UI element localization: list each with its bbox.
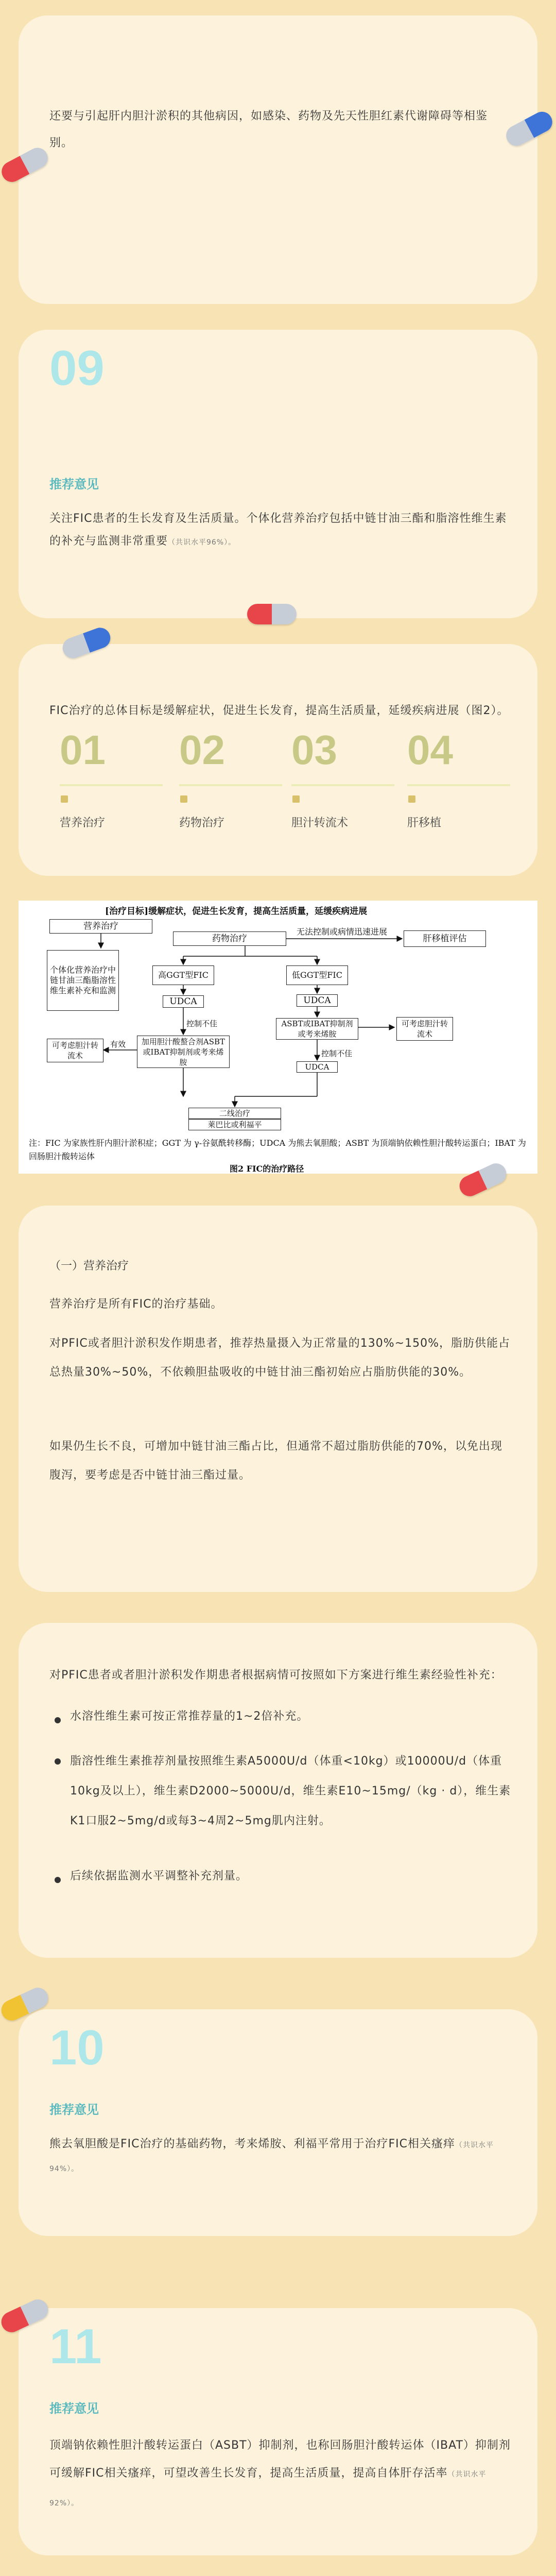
flow-transplant: 肝移植评估 (404, 930, 486, 947)
vitamin-card (19, 1623, 537, 1958)
flow-second-line-desc: 莱巴比或利福平 (188, 1119, 281, 1130)
flow-effective: 有效 (110, 1040, 126, 1049)
treatment-pathway-figure (19, 901, 537, 1174)
goal-label-drug: 药物治疗 (179, 817, 225, 829)
goal-text: FIC治疗的总体目标是缓解症状，促进生长发育，提高生活质量，延缓疾病进展（图2）。 (49, 704, 509, 717)
recommendation-10-card (19, 2009, 537, 2236)
goal-number-04: 04 (407, 727, 453, 773)
divider (60, 784, 163, 786)
recommendation-label: 推荐意见 (49, 2401, 99, 2416)
flow-no-control: 无法控制或病情迅速进展 (297, 927, 388, 937)
goal-label-diversion: 胆汁转流术 (291, 817, 349, 829)
goal-number-01: 01 (60, 727, 106, 773)
treatment-goal-card (19, 644, 537, 876)
intro-text: 还要与引起肝内胆汁淤积的其他病因，如感染、药物及先天性胆红素代谢障碍等相鉴别。 (49, 110, 488, 149)
goal-marker (292, 795, 300, 803)
flow-nutrition: 营养治疗 (49, 919, 152, 934)
flow-surgery-right: 可考虑胆汁转流术 (396, 1017, 453, 1041)
vitamin-b1: 水溶性维生素可按正常推荐量的1~2倍补充。 (70, 1710, 309, 1723)
flow-poor-control-low: 控制不佳 (321, 1049, 353, 1058)
recommendation-11-card (19, 2308, 537, 2555)
bullet (55, 1717, 61, 1723)
flow-surgery-left: 可考虑胆汁转流术 (47, 1039, 103, 1062)
flow-udca-low-2: UDCA (297, 1061, 338, 1073)
consensus-note: （共识水平92%）。 (49, 2470, 486, 2507)
recommendation-text (49, 2432, 513, 2517)
vitamin-b3: 后续依据监测水平调整补充剂量。 (70, 1870, 248, 1883)
divider (407, 784, 510, 786)
flow-drug: 药物治疗 (173, 931, 286, 946)
recommendation-number: 09 (49, 341, 105, 396)
goal-label-nutrition: 营养治疗 (60, 817, 106, 829)
flow-footnote: 注：FIC 为家族性肝内胆汁淤积症；GGT 为 γ-谷氨酰转移酶；UDCA 为熊去氧胆酸；ASBT 为顶端钠依赖性胆汁酸转运蛋白；IBAT 为回肠胆汁酸转运体 (29, 1138, 526, 1161)
recommendation-text (49, 507, 513, 554)
recommendation-text (49, 2133, 513, 2180)
flow-udca-high: UDCA (163, 995, 204, 1008)
intro-card (19, 15, 537, 304)
divider (179, 784, 282, 786)
divider (291, 784, 394, 786)
pill-decoration (247, 604, 297, 624)
goal-marker (408, 795, 415, 803)
flow-low-ggt: 低GGT型FIC (286, 965, 348, 985)
flow-high-ggt: 高GGT型FIC (152, 965, 214, 985)
section-heading: （一）营养治疗 (49, 1260, 129, 1273)
bullet (55, 1758, 61, 1765)
flow-second-line: 二线治疗 (188, 1108, 281, 1119)
recommendation-number: 11 (49, 2319, 102, 2374)
recommendation-label: 推荐意见 (49, 2103, 99, 2117)
flow-udca-low: UDCA (297, 994, 338, 1007)
goal-label-transplant: 肝移植 (407, 817, 442, 829)
consensus-note: （共识水平94%）。 (49, 2141, 494, 2173)
flow-poor-control-high: 控制不佳 (186, 1019, 218, 1028)
nutrition-card (19, 1206, 537, 1592)
goal-marker (61, 795, 68, 803)
flow-asbt-high: 加用胆汁酸螯合剂ASBT或IBAT抑制剂或考来烯胺 (137, 1036, 230, 1068)
recommendation-09-card (19, 330, 537, 618)
recommendation-body: 熊去氧胆酸是FIC治疗的基础药物，考来烯胺、利福平常用于治疗FIC相关瘙痒 (49, 2138, 456, 2150)
flow-nutrition-desc: 个体化营养治疗中链甘油三酯脂溶性维生素补充和监测 (47, 950, 119, 1011)
recommendation-label: 推荐意见 (49, 477, 99, 492)
goal-number-02: 02 (179, 727, 225, 773)
recommendation-body: 关注FIC患者的生长发育及生活质量。个体化营养治疗包括中链甘油三酯和脂溶性维生素的补充与监测非常重要 (49, 512, 507, 548)
nutrition-p3: 如果仍生长不良，可增加中链甘油三酯占比，但通常不超过脂肪供能的70%，以免出现腹泻，要考虑是否中链甘油三酯过量。 (49, 1440, 502, 1482)
consensus-note: （共识水平96%）。 (168, 538, 236, 547)
flow-title: [治疗目标]缓解症状，促进生长发育，提高生活质量，延缓疾病进展 (105, 906, 368, 917)
recommendation-body: 顶端钠依赖性胆汁酸转运蛋白（ASBT）抑制剂，也称回肠胆汁酸转运体（IBAT）抑制剂可缓解FIC相关瘙痒，可望改善生长发育，提高生活质量，提高自体肝存活率 (49, 2439, 511, 2480)
nutrition-p1: 营养治疗是所有FIC的治疗基础。 (49, 1298, 223, 1311)
nutrition-p2: 对PFIC或者胆汁淤积发作期患者，推荐热量摄入为正常量的130%~150%，脂肪供能占总热量30%~50%，不依赖胆盐吸收的中链甘油三酯初始应占脂肪供能的30%。 (49, 1337, 510, 1379)
goal-number-03: 03 (291, 727, 337, 773)
flow-asbt-low: ASBT或IBAT抑制剂或考来烯胺 (276, 1018, 358, 1040)
vitamin-b2: 脂溶性维生素推荐剂量按照维生素A5000U/d（体重<10kg）或10000U/d（体重10kg及以上），维生素D2000~5000U/d，维生素E10~15mg/（kg · d），维生素K1口服2~5mg/d或每3~4周2~5mg肌内注射。 (70, 1755, 511, 1827)
vitamin-intro: 对PFIC患者或者胆汁淤积发作期患者根据病情可按照如下方案进行维生素经验性补充： (49, 1669, 502, 1682)
goal-marker (180, 795, 187, 803)
recommendation-number: 10 (49, 2020, 105, 2075)
flow-caption: 图2 FIC的治疗路径 (230, 1164, 304, 1174)
bullet (55, 1877, 61, 1883)
